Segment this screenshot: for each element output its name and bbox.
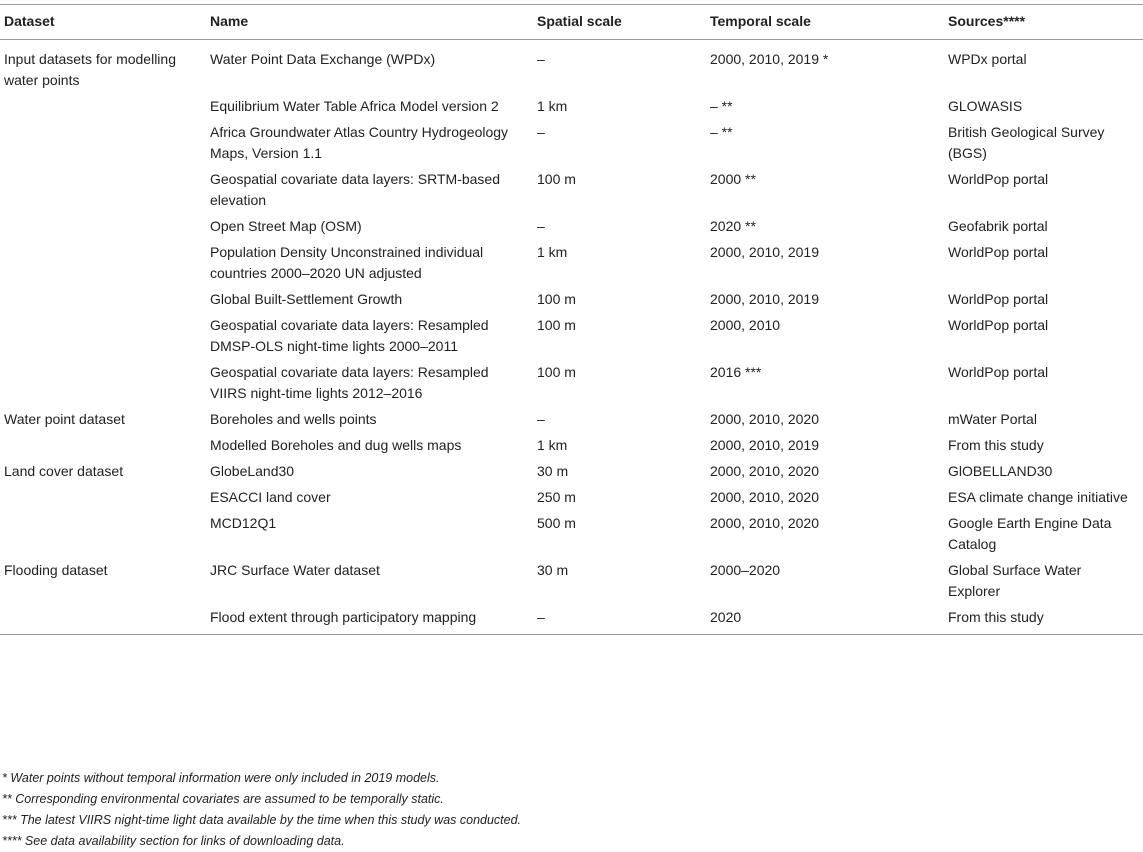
cell-spatial-scale: – xyxy=(537,51,545,67)
cell-spatial-scale: – xyxy=(537,124,545,140)
cell-temporal-scale: 2000–2020 xyxy=(710,562,781,578)
cell-name: MCD12Q1 xyxy=(210,515,277,531)
footnote: ** Corresponding environmental covariates are assumed to be temporally static. xyxy=(2,792,444,806)
cell-dataset xyxy=(0,94,200,120)
cell-dataset: Water point dataset xyxy=(4,411,125,427)
cell-temporal-scale: 2000, 2010, 2019 xyxy=(710,437,819,453)
cell-source: WorldPop portal xyxy=(948,317,1049,333)
cell-spatial-scale: 500 m xyxy=(537,515,576,531)
header-sources: Sources**** xyxy=(948,13,1026,29)
table-row xyxy=(0,287,1143,313)
cell-dataset xyxy=(0,360,200,407)
footnote: *** The latest VIIRS night-time light data available by the time when this study was conducted. xyxy=(2,813,522,827)
cell-dataset: Input datasets for modelling water points xyxy=(4,51,176,88)
header-dataset: Dataset xyxy=(4,13,55,29)
cell-name: Open Street Map (OSM) xyxy=(210,218,362,234)
table-row xyxy=(0,240,1143,287)
cell-spatial-scale: 1 km xyxy=(537,437,568,453)
cell-name: Boreholes and wells points xyxy=(210,411,377,427)
cell-temporal-scale: 2000, 2010, 2020 xyxy=(710,515,819,531)
table-row xyxy=(0,120,1143,167)
cell-name: Equilibrium Water Table Africa Model version 2 xyxy=(210,98,499,114)
cell-source: Google Earth Engine Data Catalog xyxy=(948,515,1112,552)
table-row xyxy=(0,558,1143,605)
header-spatial-scale: Spatial scale xyxy=(537,13,622,29)
cell-source: WorldPop portal xyxy=(948,291,1049,307)
cell-temporal-scale: 2020 ** xyxy=(710,218,756,234)
cell-temporal-scale: 2020 xyxy=(710,609,742,625)
table-row xyxy=(0,360,1143,407)
datasets-table xyxy=(0,4,1143,635)
cell-source: GlOBELLAND30 xyxy=(948,463,1053,479)
cell-spatial-scale: 30 m xyxy=(537,562,569,578)
cell-source: From this study xyxy=(948,437,1044,453)
cell-source: Geofabrik portal xyxy=(948,218,1048,234)
cell-source: GLOWASIS xyxy=(948,98,1023,114)
cell-spatial-scale: 100 m xyxy=(537,364,576,380)
table-header xyxy=(0,5,1143,40)
cell-spatial-scale: 100 m xyxy=(537,291,576,307)
cell-dataset: Flooding dataset xyxy=(4,562,108,578)
header-temporal-scale: Temporal scale xyxy=(710,13,811,29)
cell-name: Geospatial covariate data layers: Resampled DMSP-OLS night-time lights 2000–2011 xyxy=(210,317,489,354)
table-row xyxy=(0,214,1143,240)
cell-dataset xyxy=(0,287,200,313)
table-row xyxy=(0,511,1143,558)
table-row xyxy=(0,485,1143,511)
cell-source: WorldPop portal xyxy=(948,244,1049,260)
table-row xyxy=(0,605,1143,635)
cell-temporal-scale: 2000, 2010, 2020 xyxy=(710,411,819,427)
cell-dataset xyxy=(0,511,200,558)
cell-name: Global Built-Settlement Growth xyxy=(210,291,403,307)
cell-dataset xyxy=(0,120,200,167)
cell-dataset xyxy=(0,240,200,287)
cell-name: Population Density Unconstrained individual countries 2000–2020 UN adjusted xyxy=(210,244,484,281)
cell-temporal-scale: 2000, 2010, 2019 xyxy=(710,291,819,307)
cell-source: WorldPop portal xyxy=(948,364,1049,380)
cell-source: From this study xyxy=(948,609,1044,625)
cell-dataset xyxy=(0,167,200,214)
footnotes xyxy=(2,768,521,852)
cell-temporal-scale: 2000, 2010, 2019 xyxy=(710,244,819,260)
cell-name: Geospatial covariate data layers: SRTM-based elevation xyxy=(210,171,500,208)
table-row xyxy=(0,459,1143,485)
table-row xyxy=(0,167,1143,214)
cell-spatial-scale: 1 km xyxy=(537,98,568,114)
cell-name: Flood extent through participatory mapping xyxy=(210,609,477,625)
cell-source: WPDx portal xyxy=(948,51,1027,67)
cell-name: Water Point Data Exchange (WPDx) xyxy=(210,51,436,67)
cell-dataset xyxy=(0,433,200,459)
table-row xyxy=(0,313,1143,360)
cell-dataset xyxy=(0,214,200,240)
header-name: Name xyxy=(210,13,249,29)
table-row xyxy=(0,40,1143,95)
cell-name: GlobeLand30 xyxy=(210,463,295,479)
footnote: **** See data availability section for links of downloading data. xyxy=(2,834,345,848)
table-row xyxy=(0,433,1143,459)
cell-spatial-scale: 1 km xyxy=(537,244,568,260)
cell-dataset: Land cover dataset xyxy=(4,463,124,479)
cell-spatial-scale: 100 m xyxy=(537,317,576,333)
cell-dataset xyxy=(0,485,200,511)
cell-source: ESA climate change initiative xyxy=(948,489,1128,505)
cell-spatial-scale: 100 m xyxy=(537,171,576,187)
cell-dataset xyxy=(0,605,200,635)
cell-source: mWater Portal xyxy=(948,411,1037,427)
table-row xyxy=(0,407,1143,433)
cell-temporal-scale: 2000, 2010, 2020 xyxy=(710,489,819,505)
cell-temporal-scale: 2000, 2010, 2020 xyxy=(710,463,819,479)
table-row xyxy=(0,94,1143,120)
cell-source: Global Surface Water Explorer xyxy=(948,562,1082,599)
cell-spatial-scale: 250 m xyxy=(537,489,576,505)
cell-dataset xyxy=(0,313,200,360)
cell-name: Africa Groundwater Atlas Country Hydrogeology Maps, Version 1.1 xyxy=(210,124,509,161)
cell-name: JRC Surface Water dataset xyxy=(210,562,380,578)
cell-temporal-scale: – ** xyxy=(710,124,733,140)
cell-spatial-scale: 30 m xyxy=(537,463,569,479)
cell-temporal-scale: 2000, 2010, 2019 * xyxy=(710,51,829,67)
cell-temporal-scale: 2016 *** xyxy=(710,364,762,380)
cell-source: WorldPop portal xyxy=(948,171,1049,187)
header-row xyxy=(0,5,1143,40)
cell-name: Geospatial covariate data layers: Resampled VIIRS night-time lights 2012–2016 xyxy=(210,364,489,401)
table-body xyxy=(0,40,1143,635)
cell-temporal-scale: 2000 ** xyxy=(710,171,756,187)
cell-spatial-scale: – xyxy=(537,218,545,234)
cell-spatial-scale: – xyxy=(537,411,545,427)
cell-name: ESACCI land cover xyxy=(210,489,331,505)
cell-source: British Geological Survey (BGS) xyxy=(948,124,1105,161)
cell-temporal-scale: 2000, 2010 xyxy=(710,317,781,333)
cell-name: Modelled Boreholes and dug wells maps xyxy=(210,437,462,453)
cell-spatial-scale: – xyxy=(537,609,545,625)
footnote: * Water points without temporal information were only included in 2019 models. xyxy=(2,771,440,785)
cell-temporal-scale: – ** xyxy=(710,98,733,114)
